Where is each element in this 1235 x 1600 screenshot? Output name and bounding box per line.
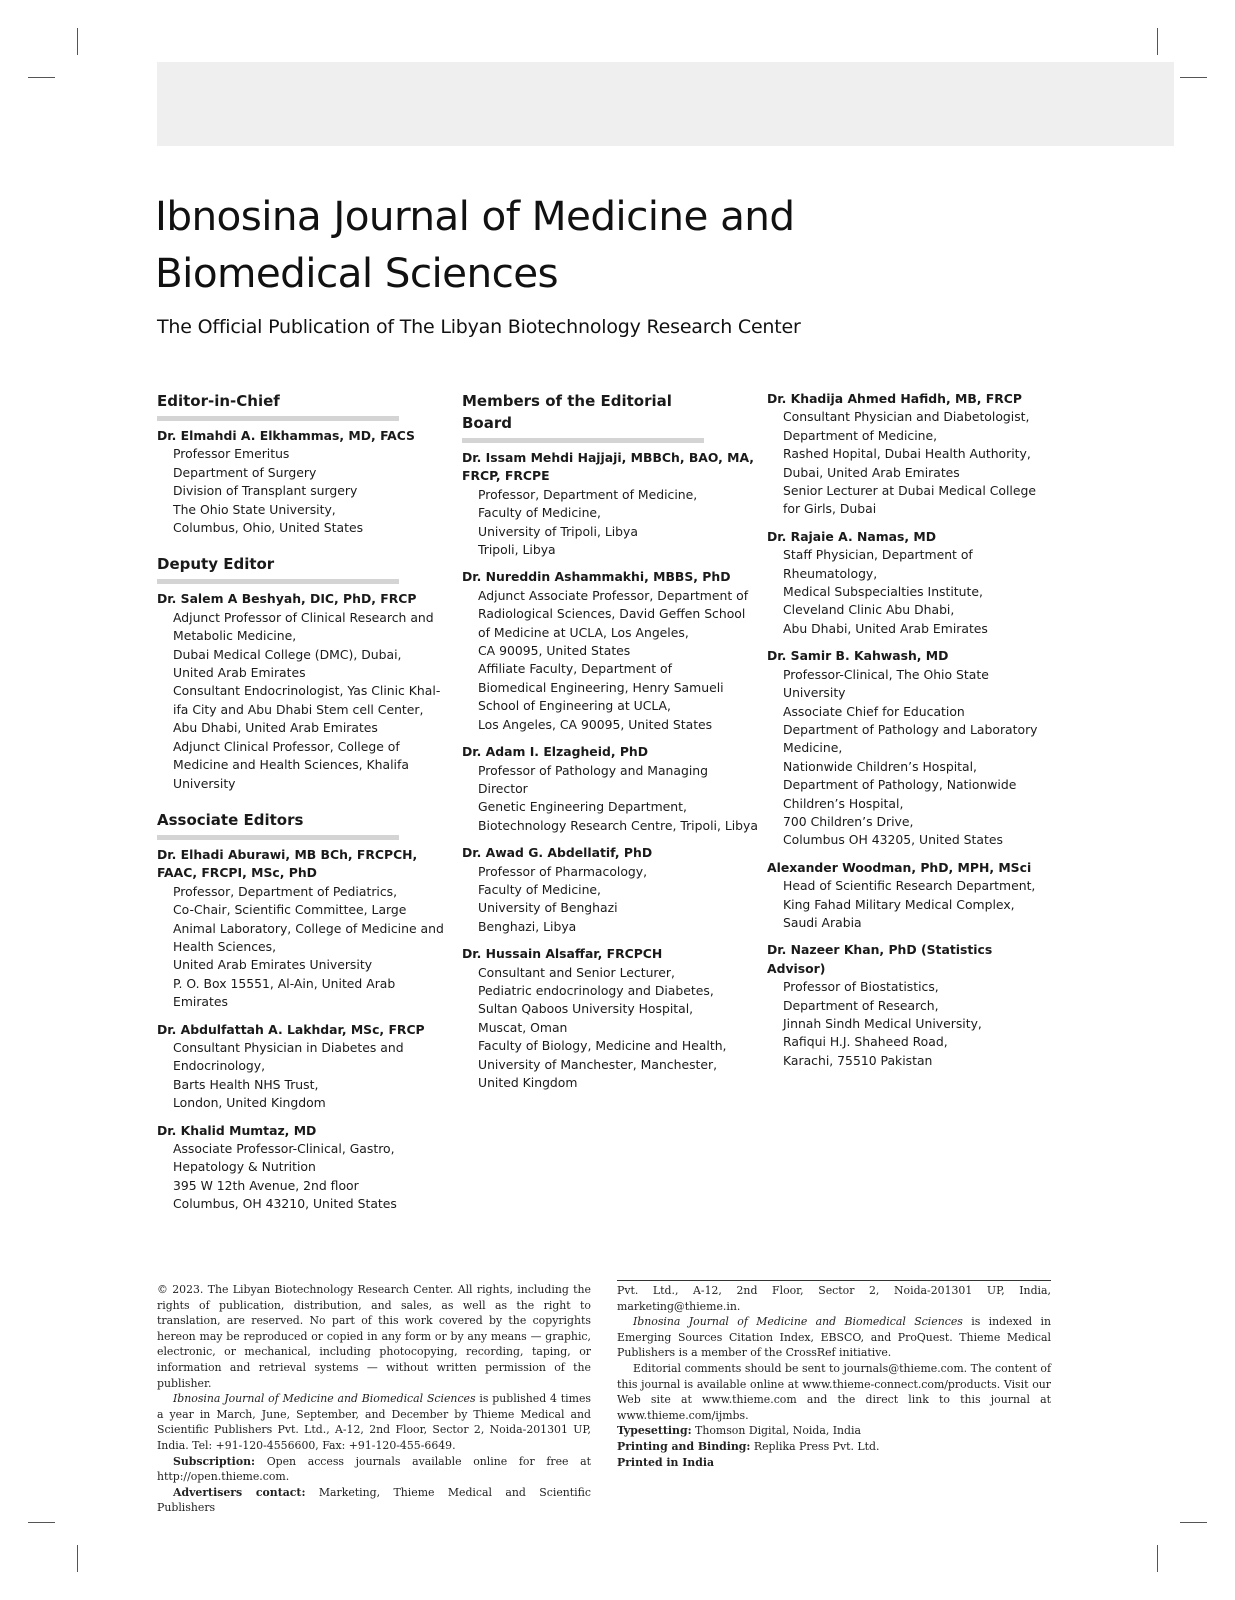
editor-affiliation-line: Adjunct Clinical Professor, College of [173, 738, 400, 754]
editor-affiliation-line: Columbus OH 43205, United States [783, 832, 1003, 848]
editor-name: Dr. Nazeer Khan, PhD (Statistics Advisor) [767, 942, 993, 976]
footer-left [157, 1282, 591, 1516]
editorial-section [157, 553, 447, 792]
subscription-label: Subscription: [173, 1454, 256, 1468]
crop-mark [1157, 28, 1158, 55]
editor-affiliation-line: Professor Emeritus [173, 446, 290, 462]
editor-affiliation-line: Senior Lecturer at Dubai Medical College [783, 483, 1036, 499]
editor-affiliation-line: Health Sciences, [173, 938, 277, 954]
editor-affiliation-line: for Girls, Dubai [783, 501, 877, 517]
editor-entry [462, 449, 762, 559]
editor-name: Dr. Issam Mehdi Hajjaji, MBBCh, BAO, MA, FRCP, FRCPE [462, 450, 755, 484]
crop-mark [1157, 1545, 1158, 1572]
editor-affiliation-line: Associate Professor-Clinical, Gastro, [173, 1141, 395, 1156]
editor-entry [462, 945, 762, 1092]
editor-affiliation-line: P. O. Box 15551, Al-Ain, United Arab Emirates [173, 975, 396, 1010]
editor-name: Dr. Elmahdi A. Elkhammas, MD, FACS [157, 428, 415, 443]
advertisers-text: Marketing, Thieme Medical and Scientific Publishers [157, 1485, 592, 1515]
editorial-section [462, 390, 762, 1092]
printing-text: Replika Press Pvt. Ltd. [750, 1439, 880, 1453]
printed-in: Printed in India [617, 1455, 715, 1469]
editor-affiliation-line: Director [478, 780, 528, 796]
editor-affiliation-line: Hepatology & Nutrition [173, 1159, 316, 1175]
editor-affiliation-line: Jinnah Sindh Medical University, [783, 1016, 982, 1031]
editorial-column-3 [767, 390, 1052, 1086]
editor-affiliation-line: Consultant and Senior Lecturer, [478, 964, 675, 980]
editor-entry [462, 568, 762, 734]
editor-affiliation-line: University of Manchester, Manchester, [478, 1056, 718, 1072]
editor-affiliation-line: Columbus, OH 43210, United States [173, 1196, 397, 1212]
editor-name: Dr. Salem A Beshyah, DIC, PhD, FRCP [157, 591, 417, 607]
subscription-text: Open access journals available online for free at http://open.thieme.com. [157, 1454, 591, 1484]
editor-affiliation-line: Faculty of Biology, Medicine and Health, [478, 1038, 727, 1054]
editor-affiliation-line: King Fahad Military Medical Complex, [783, 896, 1015, 912]
editor-name: Dr. Abdulfattah A. Lakhdar, MSc, FRCP [157, 1021, 425, 1037]
header-band [157, 62, 1174, 146]
editor-affiliation-line: Professor, Department of Medicine, [478, 486, 698, 502]
editor-affiliation-line: Staff Physician, Department of [783, 547, 973, 563]
typesetting-label: Typesetting: [617, 1424, 692, 1438]
editor-entry [767, 390, 1052, 519]
editor-affiliation-line: Cleveland Clinic Abu Dhabi, [783, 602, 955, 618]
editor-affiliation-line: Saudi Arabia [783, 914, 862, 930]
crop-mark [1180, 1522, 1207, 1523]
editor-affiliation-line: Tripoli, Libya [478, 542, 556, 558]
typesetting-info [617, 1423, 1051, 1439]
crop-mark [28, 77, 55, 78]
section-heading: Associate Editors [157, 809, 399, 840]
journal-title: Ibnosina Journal of Medicine and Biomedical Sciences [155, 192, 795, 297]
editor-affiliation-line: Endocrinology, [173, 1058, 266, 1074]
editor-affiliation-line: Dubai Medical College (DMC), Dubai, [173, 646, 402, 662]
advertisers-continued: Pvt. Ltd., A-12, 2nd Floor, Sector 2, Noida-201301 UP, India, marketing@thieme.in. [617, 1284, 1051, 1313]
editor-name: Alexander Woodman, PhD, MPH, MSci [767, 859, 1032, 875]
editor-entry [462, 844, 762, 936]
editor-affiliation-line: Medical Subspecialties Institute, [783, 584, 983, 600]
editor-affiliation-line: United Arab Emirates University [173, 957, 373, 973]
editor-affiliation-line: of Medicine at UCLA, Los Angeles, [478, 624, 689, 640]
editor-affiliation-line: Consultant Physician and Diabetologist, [783, 409, 1030, 425]
copyright-notice: © 2023. The Libyan Biotechnology Research Center. All rights, including the rights of publication, distribution, and sales, as well as the right to translation, are reserved. No part of this work covered by the copyrights hereon may be reproduced or copied in any form or by any means — graphic, electronic, or mechanical, including photocopying, recording, taping, or information and retrieval systems — without written permission of the publisher. [157, 1283, 591, 1390]
editor-affiliation-line: University of Tripoli, Libya [478, 523, 638, 539]
publication-details: is published 4 times a year in March, June, September, and December by Thieme Medical and Scientific Publishers Pvt. Ltd., A-12, 2nd Floor, Sector 2, Noida-201301 UP, India. Tel: +91-120-4556600, Fax: +91-120-455-6649. [157, 1392, 591, 1452]
editor-affiliation-line: Division of Transplant surgery [173, 483, 358, 499]
editor-affiliation-line: The Ohio State University, [173, 501, 336, 517]
editor-name: Dr. Hussain Alsaffar, FRCPCH [462, 946, 663, 962]
editor-affiliation-line: Head of Scientific Research Department, [783, 878, 1036, 894]
editor-name: Dr. Khalid Mumtaz, MD [157, 1122, 317, 1138]
editor-affiliation-line: Biomedical Engineering, Henry Samueli [478, 679, 724, 695]
editor-entry [767, 941, 1052, 1070]
editor-affiliation-line: Affiliate Faculty, Department of [478, 661, 672, 677]
editor-entry [462, 743, 762, 835]
editor-affiliation-line: University of Benghazi [478, 900, 618, 916]
editor-affiliation-line: Rashed Hopital, Dubai Health Authority, [783, 446, 1031, 462]
editor-affiliation-line: Abu Dhabi, United Arab Emirates [173, 720, 378, 736]
editorial-column-1 [157, 390, 447, 1230]
advertisers-label: Advertisers contact: [173, 1485, 306, 1499]
indexing-info [617, 1314, 1051, 1361]
editor-affiliation-line: Barts Health NHS Trust, [173, 1076, 319, 1092]
editor-affiliation-line: Professor of Pharmacology, [478, 863, 648, 879]
editor-affiliation-line: Department of Surgery [173, 464, 317, 480]
editor-affiliation-line: Karachi, 75510 Pakistan [783, 1052, 933, 1068]
printing-label: Printing and Binding: [617, 1439, 751, 1453]
printing-info [617, 1439, 1051, 1455]
editor-affiliation-line: Professor, Department of Pediatrics, [173, 883, 398, 899]
editor-affiliation-line: Faculty of Medicine, [478, 505, 601, 521]
editor-affiliation-line: Rafiqui H.J. Shaheed Road, [783, 1034, 948, 1050]
editor-affiliation-line: Department of Medicine, [783, 427, 938, 443]
editor-name: Dr. Elhadi Aburawi, MB BCh, FRCPCH, FAAC, FRCPI, MSc, PhD [157, 846, 418, 881]
editor-entry [767, 647, 1052, 849]
editorial-comments: Editorial comments should be sent to journals@thieme.com. The content of this journal is available online at www.thieme-connect.com/products. Visit our Web site at www.thieme.com and the direct link to this journal at www.thieme.com/ijmbs. [617, 1361, 1051, 1422]
editor-affiliation-line: Muscat, Oman [478, 1019, 568, 1035]
editor-name: Dr. Nureddin Ashammakhi, MBBS, PhD [462, 569, 731, 585]
editor-affiliation-line: 700 Children’s Drive, [783, 813, 914, 829]
editor-affiliation-line: 395 W 12th Avenue, 2nd floor [173, 1177, 359, 1193]
crop-mark [77, 1545, 78, 1572]
editor-affiliation-line: Medicine, [783, 740, 843, 756]
editor-affiliation-line: University [173, 775, 236, 791]
editorial-column-2 [462, 390, 762, 1108]
editor-affiliation-line: Adjunct Professor of Clinical Research and [173, 609, 434, 625]
editorial-section [767, 390, 1052, 1070]
editor-affiliation-line: Nationwide Children’s Hospital, [783, 758, 977, 774]
editor-affiliation-line: School of Engineering at UCLA, [478, 698, 671, 714]
editor-affiliation-line: Sultan Qaboos University Hospital, [478, 1001, 694, 1017]
editor-affiliation-line: Children’s Hospital, [783, 795, 904, 811]
editor-affiliation-line: Pediatric endocrinology and Diabetes, [478, 982, 714, 998]
editor-affiliation-line: Department of Pathology, Nationwide [783, 777, 1017, 793]
editor-affiliation-line: Professor of Pathology and Managing [478, 762, 709, 778]
indexing-details: is indexed in Emerging Sources Citation Index, EBSCO, and ProQuest. Thieme Medical Publishers is a member of the CrossRef initiative. [617, 1315, 1051, 1360]
subscription-info [157, 1454, 591, 1485]
editor-affiliation-line: Co-Chair, Scientific Committee, Large [173, 902, 407, 918]
editor-name: Dr. Samir B. Kahwash, MD [767, 648, 949, 664]
editor-affiliation-line: United Kingdom [478, 1075, 578, 1090]
section-heading: Members of the Editorial Board [462, 390, 704, 443]
editor-affiliation-line: Adjunct Associate Professor, Department of [478, 587, 749, 603]
editor-affiliation-line: London, United Kingdom [173, 1095, 326, 1111]
editor-affiliation-line: Abu Dhabi, United Arab Emirates [783, 620, 988, 636]
editor-affiliation-line: Medicine and Health Sciences, Khalifa [173, 757, 409, 773]
journal-name-italic: Ibnosina Journal of Medicine and Biomedical Sciences [633, 1315, 963, 1329]
editor-name: Dr. Awad G. Abdellatif, PhD [462, 845, 653, 861]
crop-mark [77, 28, 78, 55]
editor-affiliation-line: ifa City and Abu Dhabi Stem cell Center, [173, 701, 424, 717]
editor-entry [157, 846, 447, 1012]
journal-subtitle: The Official Publication of The Libyan Biotechnology Research Center [157, 316, 801, 338]
editor-affiliation-line: Genetic Engineering Department, [478, 799, 687, 815]
editor-affiliation-line: Professor of Biostatistics, [783, 979, 939, 995]
editor-affiliation-line: Department of Research, [783, 997, 939, 1013]
advertisers-info [157, 1485, 591, 1516]
editor-affiliation-line: Animal Laboratory, College of Medicine and [173, 920, 444, 936]
editor-affiliation-line: Professor-Clinical, The Ohio State University [783, 666, 989, 701]
editor-affiliation-line: United Arab Emirates [173, 665, 306, 681]
footer-right [617, 1280, 1051, 1470]
editor-affiliation-line: Department of Pathology and Laboratory [783, 721, 1038, 737]
editor-name: Dr. Khadija Ahmed Hafidh, MB, FRCP [767, 391, 1022, 406]
editor-entry [767, 528, 1052, 638]
editor-affiliation-line: Los Angeles, CA 90095, United States [478, 716, 713, 732]
editor-affiliation-line: Consultant Physician in Diabetes and [173, 1039, 404, 1055]
editor-entry [767, 859, 1052, 933]
editor-affiliation-line: Radiological Sciences, David Geffen School [478, 606, 746, 622]
editor-affiliation-line: Columbus, Ohio, United States [173, 520, 364, 536]
editorial-section [157, 390, 447, 537]
editor-entry [157, 427, 447, 537]
editor-affiliation-line: Dubai, United Arab Emirates [783, 464, 960, 480]
editor-affiliation-line: Associate Chief for Education [783, 703, 965, 719]
editorial-section [157, 809, 447, 1214]
editor-affiliation-line: Metabolic Medicine, [173, 628, 297, 644]
crop-mark [28, 1522, 55, 1523]
editor-affiliation-line: Consultant Endocrinologist, Yas Clinic Khal- [173, 683, 441, 699]
editor-name: Dr. Rajaie A. Namas, MD [767, 528, 936, 544]
editor-affiliation-line: Rheumatology, [783, 565, 878, 581]
editor-entry [157, 1021, 447, 1113]
section-heading: Editor-in-Chief [157, 390, 399, 421]
editor-affiliation-line: Benghazi, Libya [478, 918, 577, 934]
crop-mark [1180, 77, 1207, 78]
editor-entry [157, 1122, 447, 1214]
section-heading: Deputy Editor [157, 553, 399, 584]
typesetting-text: Thomson Digital, Noida, India [691, 1424, 862, 1438]
editor-affiliation-line: Biotechnology Research Centre, Tripoli, Libya [478, 817, 758, 833]
journal-name-italic: Ibnosina Journal of Medicine and Biomedical Sciences [173, 1392, 476, 1406]
editor-name: Dr. Adam I. Elzagheid, PhD [462, 744, 649, 760]
publication-info [157, 1391, 591, 1453]
editor-entry [157, 590, 447, 792]
editor-affiliation-line: CA 90095, United States [478, 643, 631, 659]
editor-affiliation-line: Faculty of Medicine, [478, 881, 601, 897]
